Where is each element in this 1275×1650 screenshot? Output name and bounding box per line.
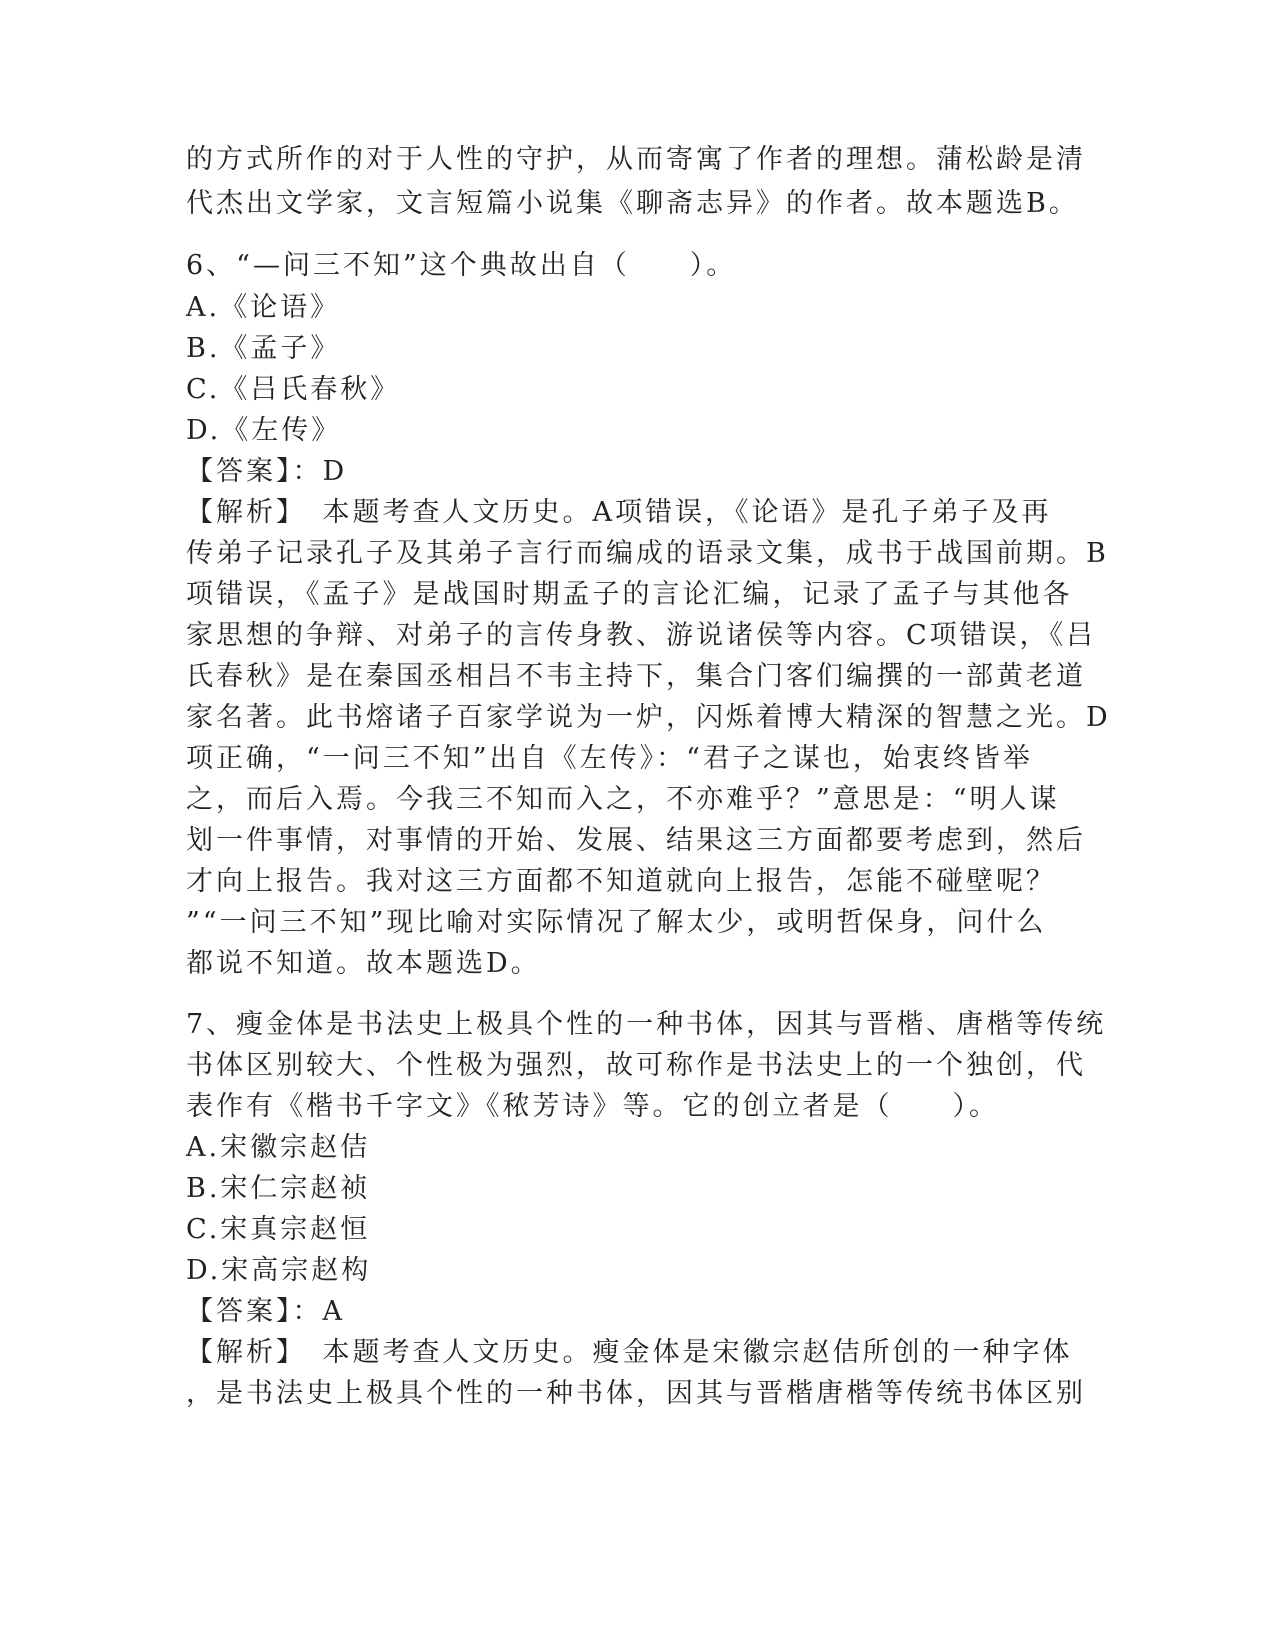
question-6-explanation-line: 传弟子记录孔子及其弟子言行而编成的语录文集，成书于战国前期。B — [186, 538, 1109, 569]
prev-explanation-line: 代杰出文学家，文言短篇小说集《聊斋志异》的作者。故本题选B。 — [186, 188, 1079, 219]
question-6-explanation-line: 划一件事情，对事情的开始、发展、结果这三方面都要考虑到，然后 — [186, 825, 1086, 856]
question-6-explanation-line: 项错误，《孟子》是战国时期孟子的言论汇编，记录了孟子与其他各 — [186, 579, 1073, 610]
question-6-explanation-line: 氏春秋》是在秦国丞相吕不韦主持下，集合门客们编撰的一部黄老道 — [186, 661, 1086, 692]
question-6-explanation-line: 【解析】 本题考查人文历史。A项错误，《论语》是孔子弟子及再 — [186, 497, 1052, 528]
question-6-answer: 【答案】：D — [186, 456, 348, 487]
question-7-option-c: C.宋真宗赵恒 — [186, 1214, 371, 1245]
question-6-explanation-line: 家思想的争辩、对弟子的言传身教、游说诸侯等内容。C项错误，《吕 — [186, 620, 1097, 651]
question-7-stem-line: 表作有《楷书千字文》《秾芳诗》等。它的创立者是（ ）。 — [186, 1091, 999, 1122]
question-6-option-a: A.《论语》 — [186, 292, 341, 323]
question-6-explanation-line: 才向上报告。我对这三方面都不知道就向上报告，怎能不碰壁呢？ — [186, 866, 1056, 897]
question-7-explanation-line: ，是书法史上极具个性的一种书体，因其与晋楷唐楷等传统书体区别 — [186, 1378, 1086, 1409]
question-7-explanation-line: 【解析】 本题考查人文历史。瘦金体是宋徽宗赵佶所创的一种字体 — [186, 1337, 1073, 1368]
question-6-option-d: D.《左传》 — [186, 415, 342, 446]
question-6-option-b: B.《孟子》 — [186, 333, 341, 364]
question-6-explanation-line: 项正确，“一问三不知”出自《左传》：“君子之谋也，始衷终皆举 — [186, 743, 1033, 774]
question-6-explanation-line: 之，而后入焉。今我三不知而入之，不亦难乎？”意思是：“明人谋 — [186, 784, 1060, 815]
question-6-explanation-line: 家名著。此书熔诸子百家学说为一炉，闪烁着博大精深的智慧之光。D — [186, 702, 1111, 733]
question-7-option-b: B.宋仁宗赵祯 — [186, 1173, 371, 1204]
question-6-explanation-line: 都说不知道。故本题选D。 — [186, 948, 541, 979]
question-6-stem: 6、“—问三不知”这个典故出自（ ）。 — [186, 250, 737, 281]
question-7-stem-line: 书体区别较大、个性极为强烈，故可称作是书法史上的一个独创，代 — [186, 1050, 1086, 1081]
prev-explanation-line: 的方式所作的对于人性的守护，从而寄寓了作者的理想。蒲松龄是清 — [186, 144, 1086, 175]
question-7-option-a: A.宋徽宗赵佶 — [186, 1132, 371, 1163]
question-7-stem-line: 7、瘦金体是书法史上极具个性的一种书体，因其与晋楷、唐楷等传统 — [186, 1009, 1107, 1040]
question-6-option-c: C.《吕氏春秋》 — [186, 374, 401, 405]
question-6-explanation-line: ”“一问三不知”现比喻对实际情况了解太少，或明哲保身，问什么 — [186, 907, 1047, 938]
question-7-option-d: D.宋高宗赵构 — [186, 1255, 372, 1286]
question-7-answer: 【答案】：A — [186, 1296, 345, 1327]
